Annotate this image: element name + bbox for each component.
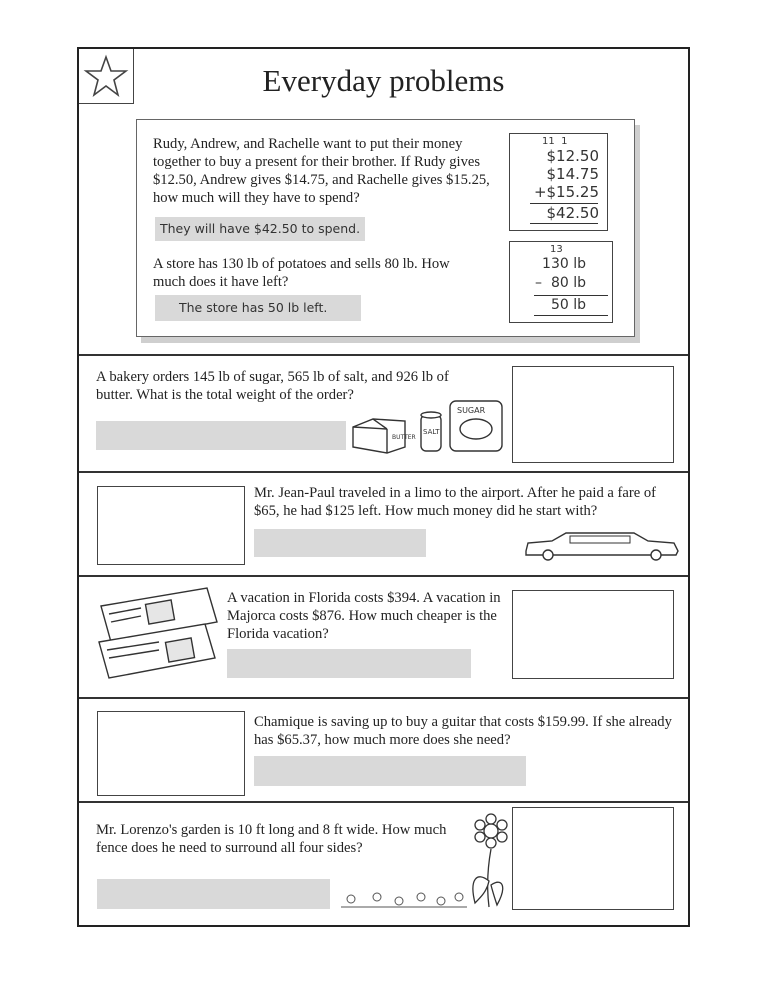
calc2-carry: 13: [550, 244, 563, 255]
calc1-rule-bottom: [530, 223, 598, 224]
example-answer-1: They will have $42.50 to spend.: [155, 217, 365, 241]
tickets-icon: [97, 584, 223, 680]
divider: [79, 575, 688, 577]
page-title: Everyday problems: [262, 63, 505, 98]
calc2-rule: [534, 295, 608, 296]
calc1-row-3: +$15.25: [533, 183, 599, 201]
divider: [79, 697, 688, 699]
calc1-row-2: $14.75: [546, 165, 599, 183]
example-panel: [136, 119, 635, 337]
divider: [79, 354, 688, 356]
answer-field-limo[interactable]: [254, 529, 426, 557]
answer-field-garden[interactable]: [97, 879, 330, 909]
divider: [79, 471, 688, 473]
answer-field-guitar[interactable]: [254, 756, 526, 786]
work-box-vacation[interactable]: [512, 590, 674, 679]
calc-box-2: [509, 241, 613, 323]
calc1-carry: 11 1: [542, 136, 568, 147]
butter-label: BUTTER: [392, 434, 416, 441]
flower-icon: [337, 811, 513, 911]
example-answer-2: The store has 50 lb left.: [155, 295, 361, 321]
limo-icon: [522, 529, 682, 561]
sugar-label: SUGAR: [457, 406, 486, 415]
problem-limo: Mr. Jean-Paul traveled in a limo to the airport. After he paid a fare of $65, he had $125 left. How much money did he start with?: [254, 485, 656, 519]
work-box-bakery[interactable]: [512, 366, 674, 463]
example-question-2: A store has 130 lb of potatoes and sells 80 lb. How much does it have left?: [153, 256, 450, 290]
problem-guitar: Chamique is saving up to buy a guitar that costs $159.99. If she already has $65.37, how much more does she need?: [254, 714, 672, 748]
example-question-1: Rudy, Andrew, and Rachelle want to put their money together to buy a present for their brother. If Rudy gives $12.50, Andrew gives $14.75, and Rachelle gives $15.25, how much will they have to spend?: [153, 136, 490, 206]
calc1-total: $42.50: [546, 204, 599, 222]
work-box-limo[interactable]: [97, 486, 245, 565]
answer-field-bakery[interactable]: [96, 421, 346, 450]
problem-garden: Mr. Lorenzo's garden is 10 ft long and 8 ft wide. How much fence does he need to surround all four sides?: [96, 822, 447, 856]
divider: [79, 801, 688, 803]
groceries-icon: [347, 399, 509, 455]
answer-field-vacation[interactable]: [227, 649, 471, 678]
calc-box-1: [509, 133, 608, 231]
work-box-guitar[interactable]: [97, 711, 245, 796]
work-box-garden[interactable]: [512, 807, 674, 910]
problem-bakery: A bakery orders 145 lb of sugar, 565 lb of salt, and 926 lb of butter. What is the total weight of the order?: [96, 369, 449, 403]
salt-label: SALT: [423, 428, 440, 436]
calc2-rule-bottom: [534, 315, 608, 316]
calc2-row-1: 130 lb: [542, 256, 586, 272]
calc2-row-2: – 80 lb: [535, 275, 586, 291]
problem-vacation: A vacation in Florida costs $394. A vacation in Majorca costs $876. How much cheaper is the Florida vacation?: [227, 590, 501, 642]
worksheet: [77, 47, 690, 927]
calc2-total: 50 lb: [550, 297, 586, 313]
calc1-row-1: $12.50: [546, 147, 599, 165]
